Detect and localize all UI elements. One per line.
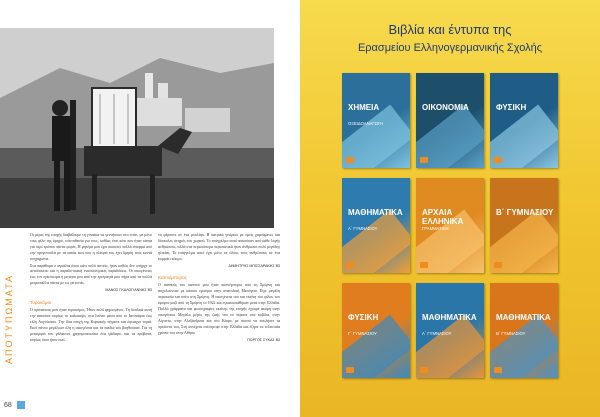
paragraph: τα φέρουνε σε ένα μουλάρι. Η πατρικό γνώρισε με εμείς χαρούμενες και δύσκολες στιγμές του χωριού. Το επάγγελμα αυτό ασκούσαν από κάθε λογής ανθρώπους, αλλά στα περισσότερα περιστατικά ήταν άνθρωποι πολύ μεγάλης ηλικίας. Το επάγγελμα αυτό έχει μόνο σε όλους τους ανθρώπους σε ένα κομμάτι κόσμο. <box>158 233 280 261</box>
book-cover <box>490 73 558 168</box>
book-title: ΜΑΘΗΜΑΤΙΚΑ <box>496 313 551 322</box>
section-heading: Καπνέμπορος <box>158 275 187 281</box>
author-signature: ΠΟΡΓΟΣ ΣΥΚΑΣ Β3 <box>247 337 280 342</box>
book-subtitle: ΟΞΕΙΔΟΑΝΑΓΩΓΗ <box>348 121 384 126</box>
paragraph: Ο παππούς του παππού μου ήταν καπνέμπορος από τη Σμύρνη και ασχολούνταν με κάποιο εμπόριο στην ανατολική Μεσόγειο. Είχε μεγάλη περιουσία και σπίτι στη Σμύρνη. Η οικογένεια του και εκείνη του φίλου του έφυγαν μαζί από τη Σμύρνη το 1922 και εγκαταστάθηκαν μετά στην Ελλάδα. Πολλά γράμματα και φωτογραφίες εκείνης της εποχής έχουμε ακόμη στην οικογένεια. Μεγάλο μέρος της ζωής του το πέρασε στα ταξίδια, στην Αίγυπτο, στην Αλεξάνδρεια και στο Κάιρο, με σκοπό να πουλήσει τα προϊόντα του. Στη συνέχεια επέστρεψε στην Ελλάδα και έζησε τα τελευταία χρόνια του στην Αθήνα. <box>158 283 280 335</box>
right-page <box>300 0 600 417</box>
page-number: 68 <box>4 402 12 409</box>
book-subtitle: Β΄ ΓΥΜΝΑΣΙΟΥ <box>496 331 526 336</box>
section-heading: Τυροκόμοι <box>30 300 52 306</box>
school-logo-icon <box>494 367 502 373</box>
book-cover <box>490 283 558 378</box>
book-title: ΟΙΚΟΝΟΜΙΑ <box>422 103 469 112</box>
paragraph: Οι μέρες της εποχής διαβάζουμε τη γυναίκα να γεννήσουν στο σπίτι, με μόνο τους φίλο της όμηρο, εστεπιθεσία για τους, κοθίως έτσι κάτι που ήταν κάπια για περί τρόπου πάντα φορές. Η μητέρα μου έχει σκουπει πολλά σπορφα από την προγονούλα με τα κακία εκεί που η πλευρά του έχει δρηση τους κοντά στηριγμένα. <box>30 233 152 261</box>
book-cover <box>416 73 484 168</box>
paragraph: Ο προπάπους μου ήταν τυροκόμος. Ήταν πολύ φημισμένος. Τη δουλειά αυτή την ασκούσε κυρίως το καλοκαίρι, στα Ιούνιο μέσα από το Ιανουάριο έως τέλη Αυγούστου. Την ίδια εποχή της Κυριακής πήγαινε και έφτιαχνε τυριά. Εκεί πάντα μεγάλωνε όλη η οικογένεια και τα παιδιά του βοηθούσαν. Για τη μεταφορά του γάλακτος χρησιμοποιούσε ένα γάιδαρο, και τα πρόβατα, κυρίως όσοι ήταν εκεί. <box>30 307 152 342</box>
text-column-1 <box>30 233 152 344</box>
book-cover <box>342 283 410 378</box>
book-subtitle: Α΄ ΓΥΜΝΑΣΙΟΥ <box>422 331 452 336</box>
book-title: Β΄ ΓΥΜΝΑΣΙΟΥ <box>496 208 554 217</box>
school-logo-icon <box>420 262 428 268</box>
book-subtitle: ΓΡΑΜΜΑΤΙΚΗ <box>422 226 449 231</box>
school-logo-icon <box>420 367 428 373</box>
book-subtitle: Γ΄ ΓΥΜΝΑΣΙΟΥ <box>348 331 377 336</box>
book-title: ΧΗΜΕΙΑ <box>348 103 380 112</box>
text-column-2 <box>158 233 280 349</box>
book-title: ΜΑΘΗΜΑΤΙΚΑ <box>348 208 403 217</box>
archival-photo <box>0 28 274 228</box>
section-side-title <box>3 250 13 390</box>
photo-illustration <box>0 28 274 228</box>
school-logo-icon <box>494 262 502 268</box>
page-marker-square <box>17 401 25 409</box>
book-title: ΑΡΧΑΙΑ ΕΛΛΗΝΙΚΑ <box>422 208 464 226</box>
author-signature: ΔΗΜΗΤΡΗΣ ΜΠΙΣΣΑΡΑΚΗΣ Β3 <box>228 263 280 268</box>
book-cover <box>342 73 410 168</box>
book-cover <box>490 178 558 273</box>
book-title: ΦΥΣΙΚΗ <box>348 313 379 322</box>
school-logo-icon <box>346 262 354 268</box>
book-title: ΜΑΘΗΜΑΤΙΚΑ <box>422 313 477 322</box>
book-cover <box>416 178 484 273</box>
book-cover <box>342 178 410 273</box>
book-title: ΦΥΣΙΚΗ <box>496 103 527 112</box>
book-subtitle: Α΄ ΓΥΜΝΑΣΙΟΥ <box>348 226 378 231</box>
school-logo-icon <box>346 157 354 163</box>
book-cover <box>416 283 484 378</box>
paragraph: Στα παράθυρα ο αγκάλια όπου κάτι πολύ αστείο, ήταν κοθώς δεν υπήρχε το ανισόσκεπο και η παραδο-σιακή ενσεκονομικές παραδόσεις. Οι οικογένειες έως τον εγκοινωμα η μητέρα μου από την προγιαγιά μου πήρα από τα πολλά μετροπάλλα πάντα με τις γειτονιές. <box>30 263 152 286</box>
school-logo-icon <box>420 157 428 163</box>
school-logo-icon <box>346 367 354 373</box>
author-signature: ΜΑΝΟΣ ΓΚΑΛΟΓΙΑΝΝΗΣ Β3 <box>105 288 152 293</box>
side-title-text: ΑΠΟΤΥΠΩΜΑΤΑ <box>4 274 14 364</box>
school-logo-icon <box>494 157 502 163</box>
page-title: Βιβλία και έντυπα της <box>388 22 512 37</box>
page-subtitle: Ερασμείου Ελληνογερμανικής Σχολής <box>357 42 543 54</box>
